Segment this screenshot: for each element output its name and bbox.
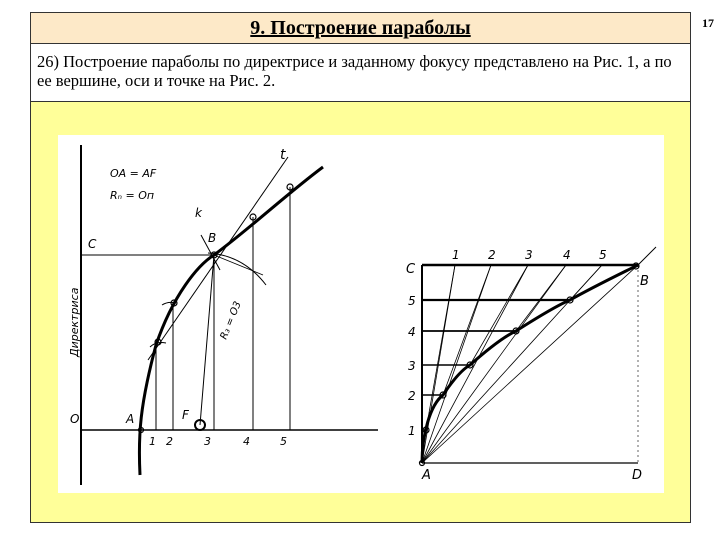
arc-r3 xyxy=(208,253,266,285)
label-t: t xyxy=(280,147,286,163)
vline-3 xyxy=(470,265,528,365)
fig2-label-A: A xyxy=(422,468,431,483)
label-O: O xyxy=(70,412,80,426)
formula-1: OA = AF xyxy=(110,167,157,180)
ray-4 xyxy=(422,265,566,463)
label-F: F xyxy=(182,408,189,422)
line-B-ext xyxy=(638,247,656,265)
fig2-top-5: 5 xyxy=(599,248,607,262)
ray-2 xyxy=(422,265,491,463)
vline-5 xyxy=(570,265,602,300)
description-box xyxy=(30,44,691,102)
figure-area xyxy=(58,135,664,493)
fig2-left-2: 2 xyxy=(408,389,416,403)
fig2-left-5: 5 xyxy=(408,294,416,308)
x-label-4: 4 xyxy=(243,435,250,448)
x-label-5: 5 xyxy=(280,435,287,448)
fig2-top-3: 3 xyxy=(525,248,533,262)
fig2-top-4: 4 xyxy=(563,248,571,262)
figures-drawing xyxy=(58,135,664,493)
figure-1 xyxy=(68,145,378,485)
label-A: A xyxy=(126,412,135,426)
label-k: k xyxy=(195,206,202,220)
fig2-left-3: 3 xyxy=(408,359,416,373)
vline-2 xyxy=(443,265,491,395)
figure-2 xyxy=(406,247,656,483)
r3-line xyxy=(214,255,263,275)
label-C: C xyxy=(88,237,97,251)
tangent-line xyxy=(148,157,288,360)
slide-title: 9. Построение параболы xyxy=(250,16,471,39)
x-label-1: 1 xyxy=(149,435,156,448)
fig2-label-D: D xyxy=(632,468,643,483)
x-label-2: 2 xyxy=(166,435,173,448)
fig2-label-B: B xyxy=(640,274,649,289)
radius-line xyxy=(200,255,214,425)
vline-4 xyxy=(516,265,566,331)
fig2-top-1: 1 xyxy=(452,248,460,262)
description-text: 26) Построение параболы по директрисе и заданному фокусу представлено на Рис. 1, а по ее вершине, оси и точке на Рис. 2. xyxy=(37,52,672,90)
formula-2: Rₙ = Оп xyxy=(110,189,155,202)
label-B: B xyxy=(208,231,217,245)
x-label-3: 3 xyxy=(204,435,211,448)
radius-label: R₃ = O3 xyxy=(218,299,244,342)
fig2-left-4: 4 xyxy=(408,325,416,339)
vline-1 xyxy=(426,265,455,430)
page-number: 17 xyxy=(702,16,714,30)
fig2-left-1: 1 xyxy=(408,424,416,438)
title-bar xyxy=(30,12,691,44)
fig2-top-2: 2 xyxy=(488,248,496,262)
directrix-label: Директриса xyxy=(68,287,81,357)
fig2-label-C: C xyxy=(406,262,416,277)
